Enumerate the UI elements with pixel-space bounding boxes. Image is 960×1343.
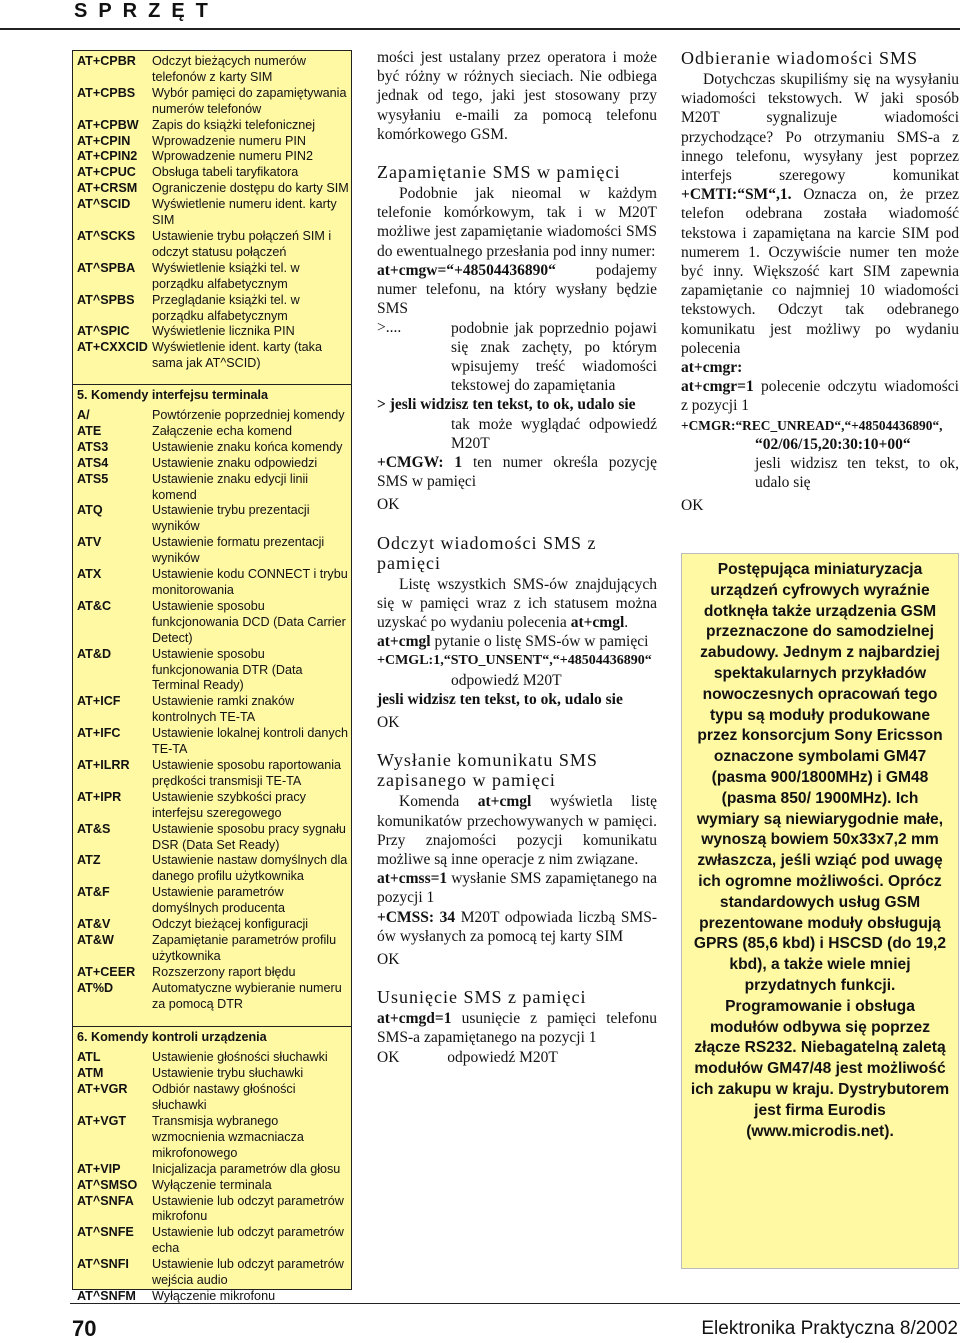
command-description: Ustawienie znaku odpowiedzi: [152, 455, 318, 470]
command-row: [73, 933, 351, 965]
command-row: [73, 853, 351, 885]
command-code: AT^SNFI: [77, 1257, 129, 1272]
read-one-command: at+cmgr=1: [681, 378, 754, 396]
command-description: Odbiór nastawy głośności słuchawki: [152, 1082, 296, 1113]
command-description: Ustawienie szybkości pracy interfejsu szeregowego: [152, 789, 306, 820]
command-description: Ustawienie lub odczyt parametrów wejścia audio: [152, 1257, 344, 1288]
send-command-desc: wysłanie SMS zapamiętanego na pozycji 1: [377, 870, 657, 907]
heading-send-sms: Wysłanie komunikatu SMS zapisanego w pamięci: [377, 750, 598, 791]
command-description: Ustawienie nastaw domyślnych dla danego profilu użytkownika: [152, 853, 348, 884]
command-code: AT+IPR: [77, 789, 122, 804]
command-code: AT&V: [77, 917, 111, 932]
command-row: [73, 758, 351, 790]
read-paragraph-cmd: at+cmgl: [570, 614, 625, 632]
delete-command: at+cmgd=1: [377, 1010, 452, 1028]
cmgl-desc: odpowiedź M20T: [451, 671, 562, 689]
command-description: Ustawienie kodu CONNECT i trybu monitorowania: [152, 567, 348, 597]
command-description: Powtórzenie poprzedniej komendy: [152, 408, 345, 423]
heading-save-sms: Zapamiętanie SMS w pamięci: [377, 162, 621, 183]
command-row: [73, 567, 351, 599]
heading-delete-sms: Usunięcie SMS z pamięci: [377, 987, 587, 1008]
command-code: ATS4: [77, 455, 109, 470]
command-description: Ustawienie lokalnej kontroli danych TE-TA: [152, 726, 349, 757]
command-description: Załączenie echa komend: [152, 423, 293, 438]
command-row: [73, 181, 351, 197]
command-row: [73, 149, 351, 165]
save-command-desc: podajemy numer telefonu, na który wysłany będzie SMS: [377, 261, 657, 318]
command-code: A/: [77, 408, 90, 423]
command-code: AT^SMSO: [77, 1177, 138, 1192]
receive-paragraph-2: Oznacza on, że przez telefon odebrana została wiadomość tekstowa i zapamiętana na karcie SIM pod numerem 1. Oczywiście numer ten może być inny. Większość kart SIM zapewnia zapamiętanie co najmniej 10 wiadomości tekstowych. Odczyt tak odebranego komunikatu jest możliwy po wydaniu polecenia: [681, 186, 960, 357]
command-description: Ustawienie trybu prezentacji wyników: [152, 503, 310, 534]
command-description: Wyświetlenie ident. karty (taka sama jak AT^SCID): [152, 340, 322, 371]
command-description: Wyświetlenie numeru ident. karty SIM: [152, 197, 337, 228]
magazine-name: Elektronika Praktyczna 8/2002: [701, 1318, 958, 1339]
command-row: [73, 981, 351, 1013]
command-code: ATL: [77, 1050, 101, 1065]
command-row: [73, 599, 351, 647]
command-description: Ograniczenie dostępu do karty SIM: [152, 181, 349, 196]
command-row: [73, 165, 351, 181]
command-row: [73, 885, 351, 917]
ok-response-4-desc: odpowiedź M20T: [447, 1048, 558, 1066]
command-description: Zapamiętanie parametrów profilu użytkownika: [152, 932, 337, 963]
command-row: [73, 822, 351, 854]
command-description: Ustawienie trybu połączeń SIM i odczyt statusu połączeń: [152, 228, 332, 259]
command-description: Transmisja wybranego wzmocnienia wzmacniacza mikrofonowego: [152, 1114, 304, 1160]
ok-response-3: OK: [377, 950, 400, 968]
command-row: [73, 134, 351, 150]
command-code: AT&C: [77, 598, 112, 613]
command-description: Ustawienie sposobu raportowania prędkości transmisji TE-TA: [152, 757, 342, 788]
cmgr-response: +CMGR:“REC_UNREAD“,“+48504436890“,: [681, 417, 943, 433]
command-description: Wyświetlenie książki tel. w porządku alfabetycznym: [152, 260, 300, 291]
command-row: [73, 535, 351, 567]
command-code: ATX: [77, 567, 102, 582]
command-row: [73, 440, 351, 456]
command-code: AT+CPBR: [77, 54, 136, 68]
command-code: ATE: [77, 423, 102, 438]
section-title-device: 6. Komendy kontroli urządzenia: [77, 1030, 267, 1045]
command-description: Wyłączenie terminala: [152, 1177, 272, 1192]
command-description: Ustawienie znaku końca komendy: [152, 439, 343, 454]
command-row: [73, 293, 351, 325]
command-description: Ustawienie lub odczyt parametrów echa: [152, 1225, 344, 1256]
delete-command-desc: usunięcie z pamięci telefonu SMS-a zapamiętanego na pozycji 1: [377, 1010, 657, 1047]
read-sample-text: jesli widzisz ten tekst, to ok, udalo sie: [377, 690, 623, 708]
command-description: Wprowadzenie numeru PIN2: [152, 149, 313, 164]
command-code: ATS3: [77, 439, 109, 454]
command-row: [73, 647, 351, 695]
receive-command: at+cmgr:: [681, 359, 743, 377]
command-code: ATS5: [77, 471, 109, 486]
send-paragraph-2: wyświetla listę komunikatów przechowywanych w pamięci. Przy znajomości pozycji komunikatu możliwe są inne operacje z nim związane.: [377, 793, 657, 868]
prompt-desc: podobnie jak poprzednio pojawi się znak zachęty, po którym wpisujemy treść wiadomości tekstowej do zapamiętania: [451, 319, 657, 395]
cmgw-desc: ten numer określa pozycję SMS w pamięci: [377, 454, 657, 491]
bottom-rule: [70, 1303, 960, 1304]
command-code: AT&F: [77, 885, 110, 900]
command-description: Ustawienie lub odczyt parametrów mikrofonu: [152, 1193, 344, 1224]
send-paragraph-1: Komenda: [399, 793, 460, 811]
command-row: [73, 424, 351, 440]
command-code: AT+CEER: [77, 964, 136, 979]
save-paragraph: Podobnie jak nieomal w każdym telefonie komórkowym, tak i w M20T możliwe jest zapamiętanie wiadomości SMS do ewentualnego przesłania pod inny numer:: [377, 185, 657, 260]
intro-paragraph: mości jest ustalany przez operatora i może być różny w różnych sieciach. Nie odbiega jednak od tego, jaki jest stosowany przy wysyłaniu e-maili za pomocą telefonu komórkowego GSM.: [377, 49, 657, 143]
command-description: Przeglądanie książki tel. w porządku alfabetycznym: [152, 292, 300, 323]
sample-text-desc: tak może wyglądać odpowiedź M20T: [451, 415, 657, 452]
top-rule: [0, 28, 960, 30]
section-header: SPRZĘT: [74, 0, 219, 22]
ok-response-1: OK: [377, 496, 400, 514]
ok-response-4: OK: [377, 1048, 400, 1066]
cmgl-response: +CMGL:1,“STO_UNSENT“,“+48504436890“: [377, 653, 652, 669]
command-description: Ustawienie znaku edycji linii komend: [152, 471, 309, 502]
command-row: [73, 1114, 351, 1162]
command-block-terminal: [73, 384, 351, 1012]
command-code: AT+CRSM: [77, 181, 138, 196]
command-description: Odczyt bieżącej konfiguracji: [152, 917, 309, 932]
save-command: at+cmgw=“+48504436890“: [377, 261, 556, 279]
receive-paragraph-cmd: +CMTI:“SM“,1.: [681, 186, 792, 204]
command-row: [73, 456, 351, 472]
command-description: Automatyczne wybieranie numeru za pomocą DTR: [152, 980, 342, 1011]
cmgw-response: +CMGW: 1: [377, 454, 463, 472]
command-description: Ustawienie parametrów domyślnych producenta: [152, 885, 286, 916]
command-row: [73, 472, 351, 504]
command-description: Ustawienie głośności słuchawki: [152, 1050, 328, 1065]
command-code: AT+CPIN: [77, 133, 131, 148]
command-description: Inicjalizacja parametrów dla głosu: [152, 1161, 341, 1176]
command-code: AT+IFC: [77, 726, 121, 741]
command-row: [73, 694, 351, 726]
read-command-desc: pytanie o listę SMS-ów w pamięci: [434, 633, 649, 651]
command-description: Obsługa tabeli taryfikatora: [152, 165, 299, 180]
command-code: AT^SCID: [77, 197, 131, 212]
command-row: [73, 197, 351, 229]
command-row: [73, 54, 351, 86]
section-title-terminal: 5. Komendy interfejsu terminala: [77, 388, 269, 403]
command-row: [73, 1050, 351, 1066]
command-code: AT+CPUC: [77, 165, 136, 180]
article-column-right: [681, 48, 959, 516]
command-description: Ustawienie sposobu funkcjonowania DTR (Data Terminal Ready): [152, 646, 303, 693]
sidebar-box: Postępująca miniaturyzacja urządzeń cyfrowych wyraźnie dotknęła także urządzenia GSM przeznaczone do samodzielnej zabudowy. Jednym z najbardziej spektakularnych przykładów nowoczesnych opracowań tego typu są moduły produkowane przez konsorcjum Sony Ericsson oznaczone symbolami GM47 (pasma 900/1800MHz) i GM48 (pasma 850/ 1900MHz). Ich wymiary są niewiarygodnie małe, wynoszą bowiem 50x33x7,2 mm zwłaszcza, jeśli wziąć pod uwagę ich ogromne możliwości. Oprócz standardowych usług GSM prezentowane moduły obsługują GPRS (85,6 kbd) i HSCSD (do 19,2 kbd), a także wiele mniej przydatnych funkcji. Programowanie i obsługa modułów odbywa się poprzez złącze RS232. Niebagatelną zaletą modułów GM47/48 jest możliwość ich zakupu w kraju. Dystrybutorem jest firma Eurodis (www.microdis.net).: [681, 553, 959, 1269]
command-row: [73, 86, 351, 118]
command-code: AT^SPBA: [77, 260, 136, 275]
command-code: AT+VGR: [77, 1082, 128, 1097]
command-row: [73, 1257, 351, 1289]
read-one-desc: polecenie odczytu wiadomości z pozycji 1: [681, 378, 959, 415]
command-code: ATQ: [77, 503, 103, 518]
command-code: AT+CPBW: [77, 117, 139, 132]
command-description: Wyświetlenie licznika PIN: [152, 324, 295, 339]
command-code: AT+ICF: [77, 694, 121, 709]
command-code: AT+CXXCID: [77, 340, 148, 355]
command-code: AT^SPBS: [77, 292, 135, 307]
command-description: Ustawienie ramki znaków kontrolnych TE-TA: [152, 694, 295, 725]
cmgr-text: jesli widzisz ten tekst, to ok, udalo się: [755, 455, 959, 492]
command-row: [73, 726, 351, 758]
command-description: Ustawienie sposobu pracy sygnału DSR (Data Set Ready): [152, 821, 346, 852]
page-number: 70: [72, 1316, 97, 1341]
command-code: AT%D: [77, 980, 114, 995]
command-row: [73, 1178, 351, 1194]
ok-response-right: OK: [681, 497, 704, 515]
command-code: AT^SNFM: [77, 1288, 136, 1303]
send-command: at+cmss=1: [377, 870, 448, 888]
heading-read-sms: Odczyt wiadomości SMS z pamięci: [377, 532, 597, 573]
command-description: Ustawienie formatu prezentacji wyników: [152, 535, 325, 566]
command-description: Wybór pamięci do zapamiętywania numerów telefonów: [152, 85, 347, 116]
read-command: at+cmgl: [377, 633, 431, 651]
command-description: Ustawienie trybu słuchawki: [152, 1066, 304, 1081]
command-row: [73, 324, 351, 340]
command-block-sim: [73, 51, 351, 372]
receive-paragraph-1: Dotychczas skupiliśmy się na wysyłaniu wiadomości tekstowych. W jaki sposób M20T sygnalizuje wiadomości przychodzące? Po otrzymaniu SMS-a z innego telefonu, wysyłany jest poprzez interfejs szeregowy komunikat: [681, 71, 959, 185]
command-row: [73, 340, 351, 372]
command-code: AT+ILRR: [77, 757, 130, 772]
command-row: [73, 1082, 351, 1114]
command-description: Ustawienie sposobu funkcjonowania DCD (Data Carrier Detect): [152, 598, 346, 645]
command-code: AT+CPIN2: [77, 149, 138, 164]
command-description: Rozszerzony raport błędu: [152, 964, 296, 979]
command-row: [73, 790, 351, 822]
command-row: [73, 118, 351, 134]
command-row: [73, 1162, 351, 1178]
command-description: Zapis do książki telefonicznej: [152, 117, 316, 132]
sample-text-line: > jesli widzisz ten tekst, to ok, udalo sie: [377, 396, 636, 414]
cmss-response: +CMSS: 34: [377, 908, 456, 926]
command-code: AT^SCKS: [77, 228, 136, 243]
command-description: Wprowadzenie numeru PIN: [152, 133, 306, 148]
heading-receive-sms: Odbieranie wiadomości SMS: [681, 48, 918, 68]
command-code: AT^SPIC: [77, 324, 130, 339]
command-row: [73, 965, 351, 981]
command-code: AT+CPBS: [77, 85, 136, 100]
command-code: AT^SNFA: [77, 1193, 134, 1208]
ok-response-2: OK: [377, 714, 400, 732]
command-row: [73, 229, 351, 261]
cmss-desc: M20T odpowiada liczbą SMS-ów wysłanych za pomocą tej karty SIM: [377, 908, 658, 945]
command-description: Wyłączenie mikrofonu: [152, 1288, 276, 1303]
command-table: [72, 50, 352, 1303]
cmgr-date: “02/06/15,20:30:10+00“: [755, 435, 911, 453]
command-row: [73, 503, 351, 535]
command-block-device: [73, 1026, 351, 1304]
send-paragraph-cmd: at+cmgl: [477, 793, 532, 811]
read-paragraph: Listę wszystkich SMS-ów znajdujących się w pamięci wraz z ich statusem można uzyskać po wydaniu polecenia: [377, 575, 657, 632]
command-row: [73, 917, 351, 933]
command-row: [73, 261, 351, 293]
command-row: [73, 408, 351, 424]
command-code: AT+VGT: [77, 1114, 127, 1128]
command-row: [73, 1225, 351, 1257]
command-code: AT&S: [77, 821, 111, 836]
command-code: AT^SNFE: [77, 1225, 134, 1240]
command-code: ATM: [77, 1066, 104, 1081]
prompt-symbol: >....: [377, 319, 402, 337]
command-code: ATV: [77, 535, 102, 550]
command-row: [73, 1194, 351, 1226]
command-code: AT&W: [77, 932, 114, 947]
article-column-middle: mości jest ustalany przez operatora i może być różny w różnych sieciach. Nie odbiega jednak od tego, jaki jest stosowany przy wysyłaniu e-maili za pomocą telefonu komórkowego GSM. Zapamiętanie SMS w pamięci Podobnie jak nieomal w każdym telefonie komórkowym, tak i w M20T możliwe jest zapamiętanie wiadomości SMS do ewentualnego przesłania pod inny numer: at+cmgw=“+48504436890“ podajemy numer telefonu, na który wysłany będzie SMS >.... podobnie jak poprzednio pojawi się znak zachęty, po którym wpisujemy treść wiadomości tekstowej do zapamiętania > jesli widzisz ten tekst, to ok, udalo sie tak może wyglądać odpowiedź M20T +CMGW: 1 ten numer określa pozycję SMS w pamięci OK Odczyt wiadomości SMS z pamięci Listę wszystkich SMS-ów znajdujących się w pamięci wraz z ich statusem można uzyskać po wydaniu polecenia at+cmgl. at+cmgl pytanie o listę SMS-ów w pamięci +CMGL:1,“STO_UNSENT“,“+48504436890“ odpowiedź M20T jesli widzisz ten tekst, to ok, udalo sie OK Wysłanie komunikatu SMS zapisanego w pamięci Komenda at+cmgl wyświetla listę komunikatów przechowywanych w pamięci. Przy znajomości pozycji komunikatu możliwe są inne operacje z nim związane. at+cmss=1 wysłanie SMS zapamiętanego na pozycji 1 +CMSS: 34 M20T odpowiada liczbą SMS-ów wysłanych za pomocą tej karty SIM OK Usunięcie SMS z pamięci at+cmgd=1 usunięcie z pamięci telefonu SMS-a zapamiętanego na pozycji 1 OK odpowiedź M20T: [377, 49, 658, 1066]
command-row: [73, 1066, 351, 1082]
command-code: AT&D: [77, 646, 112, 661]
command-code: ATZ: [77, 853, 101, 868]
command-code: AT+VIP: [77, 1161, 121, 1176]
command-description: Odczyt bieżących numerów telefonów z karty SIM: [152, 54, 306, 84]
